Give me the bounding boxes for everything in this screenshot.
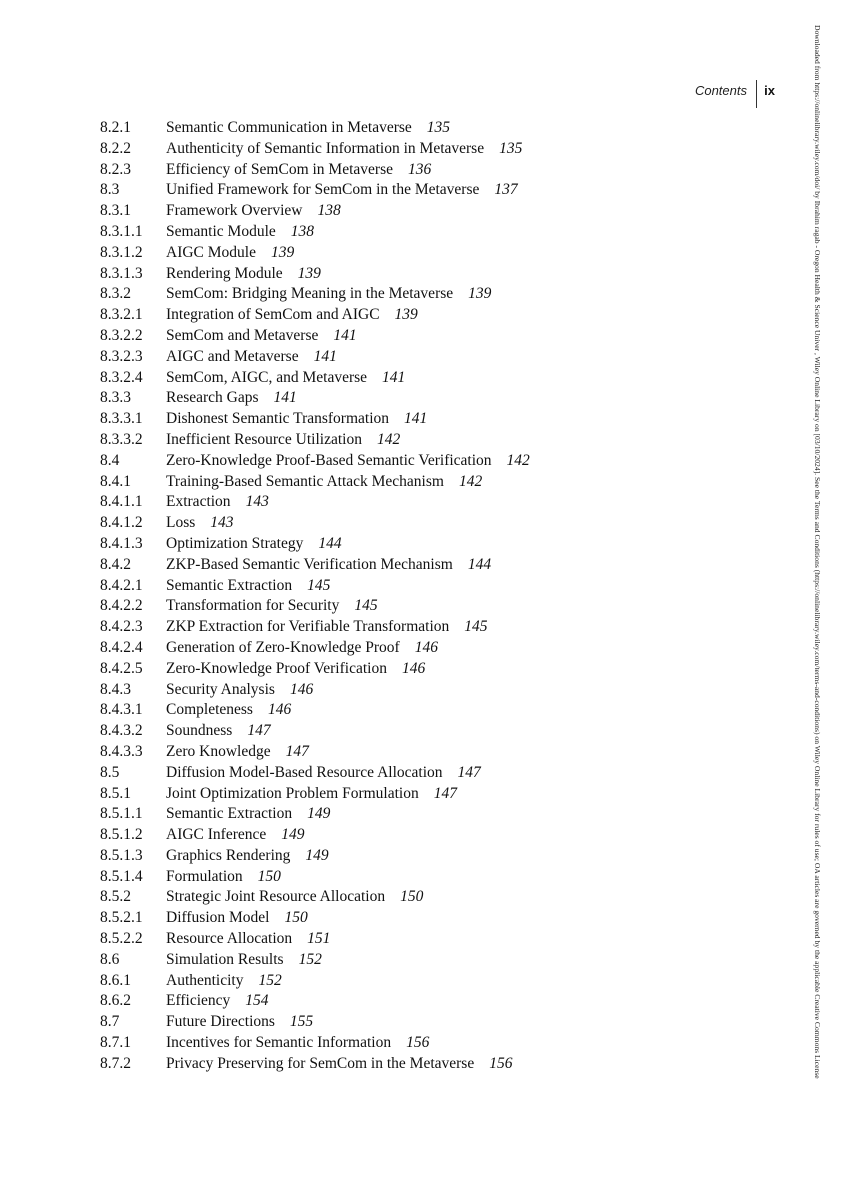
toc-entry [100,534,620,555]
toc-entry-number: 8.2.1 [100,119,131,136]
toc-entry-number: 8.5 [100,763,120,781]
toc-entry-number: 8.4.3 [100,680,131,698]
toc-entry-page: 145 [307,576,331,594]
toc-entry-page: 142 [506,451,530,469]
toc-entry [100,160,620,181]
toc-entry-number: 8.5.1.1 [100,805,143,823]
table-of-contents [100,118,620,1075]
toc-entry-page: 139 [297,264,321,282]
toc-entry [100,700,620,721]
toc-entry-page: 139 [468,285,492,303]
toc-entry [100,763,620,784]
toc-entry [100,638,620,659]
toc-entry-title: Resource Allocation [166,930,293,948]
toc-entry-number: 8.2.2 [100,139,131,157]
toc-entry-page: 150 [284,909,308,927]
toc-entry-title: Authenticity [166,971,244,989]
toc-entry-title: Authenticity of Semantic Information in Metaverse [166,139,485,157]
toc-entry-title: Efficiency [166,992,231,1010]
toc-entry-title: Generation of Zero-Knowledge Proof [166,638,400,656]
toc-entry [100,596,620,617]
toc-entry [100,680,620,701]
toc-entry [100,305,620,326]
toc-entry-number: 8.4.1.1 [100,493,143,511]
header-page-number: ix [764,83,775,98]
toc-entry-page: 138 [317,202,341,220]
toc-entry-number: 8.3.2.1 [100,306,143,324]
toc-entry-title: Zero Knowledge [166,742,271,760]
toc-entry [100,201,620,222]
toc-entry [100,908,620,929]
toc-entry-number: 8.5.1.2 [100,826,143,844]
toc-entry-title: AIGC Module [166,243,256,261]
toc-entry-title: Graphics Rendering [166,846,291,864]
toc-entry-page: 146 [401,659,426,677]
toc-entry-title: Semantic Module [166,222,276,240]
toc-entry [100,513,620,534]
toc-entry-page: 150 [400,888,424,906]
toc-entry-title: Diffusion Model [166,909,270,927]
toc-entry-title: Inefficient Resource Utilization [166,430,362,448]
toc-entry-number: 8.4.2.1 [100,576,143,594]
toc-entry [100,347,620,368]
toc-entry-number: 8.6.2 [100,992,131,1010]
toc-entry-page: 147 [457,763,481,781]
toc-entry [100,222,620,243]
toc-entry-title: Privacy Preserving for SemCom in the Metaverse [166,1054,475,1072]
toc-entry-title: Simulation Results [166,950,284,968]
toc-entry-title: Completeness [166,701,253,719]
header-section-title: Contents [694,83,747,98]
toc-entry-title: Research Gaps [166,389,259,407]
toc-entry-title: Zero-Knowledge Proof-Based Semantic Verification [166,451,492,469]
toc-entry [100,118,620,139]
toc-entry [100,721,620,742]
toc-entry [100,971,620,992]
toc-entry-title: Framework Overview [166,202,303,220]
toc-entry-page: 138 [290,222,315,240]
toc-entry-title: Efficiency of SemCom in Metaverse [166,160,393,178]
toc-entry-number: 8.3.3 [100,389,131,407]
toc-entry [100,867,620,888]
toc-entry-number: 8.4.2.3 [100,618,143,636]
toc-entry-page: 156 [489,1054,513,1072]
toc-entry-page: 145 [354,597,378,615]
toc-entry [100,492,620,513]
toc-entry [100,1012,620,1033]
toc-entry [100,825,620,846]
toc-entry-number: 8.4.3.3 [100,742,143,760]
toc-entry-number: 8.6.1 [100,971,131,989]
toc-entry [100,742,620,763]
toc-entry [100,617,620,638]
toc-entry-number: 8.4.2.2 [100,597,143,615]
toc-entry-title: ZKP-Based Semantic Verification Mechanism [166,555,453,573]
toc-entry-number: 8.3.1.2 [100,243,143,261]
download-notice-text: Downloaded from https://onlinelibrary.wiley.com/doi/ by Ibrahim ragab - Oregon Health & Science Univer , Wiley Online Library on [03/10/2024]. See the Terms and Conditions (https://onlinelibrary.wiley.com/terms-and-conditions) on Wiley Online Library for rules of use; OA articles are governed by the applicable Creative Commons License [813,25,822,1079]
toc-entry [100,784,620,805]
toc-entry-page: 136 [407,160,432,178]
toc-entry-number: 8.4.2 [100,555,131,573]
toc-entry-page: 146 [289,680,314,698]
toc-entry [100,887,620,908]
toc-entry [100,430,620,451]
toc-entry [100,388,620,409]
toc-entry-page: 150 [257,867,281,885]
toc-entry-page: 146 [267,701,292,719]
toc-entry [100,1033,620,1054]
toc-entry-page: 149 [307,805,331,823]
toc-entry-number: 8.6 [100,950,120,968]
toc-entry-page: 147 [433,784,457,802]
toc-entry-page: 146 [414,638,438,656]
toc-entry-number: 8.5.2.2 [100,930,143,948]
toc-entry-number: 8.3.2.3 [100,347,143,365]
toc-entry-page: 141 [333,326,357,344]
toc-entry [100,368,620,389]
toc-entry-page: 135 [426,119,451,136]
toc-entry-page: 143 [245,493,269,511]
toc-entry-title: Loss [166,514,196,532]
toc-entry-number: 8.3.3.1 [100,410,143,428]
toc-entry-title: Semantic Communication in Metaverse [166,119,412,136]
toc-entry-title: Semantic Extraction [166,805,293,823]
toc-entry-number: 8.4.1 [100,472,131,490]
toc-entry-page: 141 [273,389,297,407]
toc-entry-number: 8.3.2.2 [100,326,143,344]
toc-entry-page: 137 [494,181,518,199]
toc-entry [100,472,620,493]
download-notice [811,25,831,1175]
toc-entry [100,929,620,950]
toc-entry-page: 142 [376,430,401,448]
toc-entry-page: 143 [210,514,234,532]
toc-entry-title: Training-Based Semantic Attack Mechanism [166,472,444,490]
toc-entry-page: 156 [406,1034,430,1052]
toc-entry-number: 8.3.1.1 [100,222,143,240]
toc-entry-title: Strategic Joint Resource Allocation [166,888,386,906]
toc-entry-page: 147 [285,742,309,760]
toc-entry-number: 8.4.3.2 [100,722,143,740]
toc-entry-page: 145 [464,618,488,636]
toc-entry-page: 151 [307,930,331,948]
toc-entry-page: 141 [404,410,428,428]
toc-entry-title: Future Directions [166,1013,275,1031]
toc-entry-number: 8.4.2.4 [100,638,143,656]
toc-entry-title: SemCom, AIGC, and Metaverse [166,368,368,386]
toc-entry-page: 149 [305,846,329,864]
toc-entry [100,950,620,971]
toc-entry-title: AIGC Inference [166,826,267,844]
toc-entry-title: SemCom and Metaverse [166,326,319,344]
toc-entry-page: 141 [313,347,337,365]
toc-entry-title: Zero-Knowledge Proof Verification [166,659,387,677]
toc-entry-number: 8.5.2 [100,888,131,906]
toc-entry [100,451,620,472]
toc-entry-number: 8.7 [100,1013,120,1031]
toc-entry-number: 8.5.1 [100,784,131,802]
toc-entry-number: 8.3.1 [100,202,131,220]
toc-entry-number: 8.3.2.4 [100,368,143,386]
toc-entry [100,804,620,825]
toc-entry [100,243,620,264]
running-header [600,80,775,108]
toc-entry-number: 8.4.1.2 [100,514,143,532]
toc-entry-number: 8.3.3.2 [100,430,143,448]
toc-entry-number: 8.3.2 [100,285,131,303]
toc-entry [100,326,620,347]
toc-entry-number: 8.2.3 [100,160,131,178]
toc-entry-page: 135 [499,139,523,157]
toc-entry-title: Incentives for Semantic Information [166,1034,392,1052]
toc-entry [100,409,620,430]
toc-entry-page: 142 [458,472,483,490]
toc-entry [100,180,620,201]
toc-entry-number: 8.7.1 [100,1034,131,1052]
toc-entry-title: Formulation [166,867,243,885]
toc-entry-number: 8.4.1.3 [100,534,143,552]
toc-entry-title: Soundness [166,722,233,740]
toc-entry-page: 141 [382,368,406,386]
toc-entry-title: Optimization Strategy [166,534,304,552]
toc-entry-number: 8.4 [100,451,120,469]
toc-entry [100,846,620,867]
toc-entry [100,991,620,1012]
toc-entry-title: AIGC and Metaverse [166,347,299,365]
toc-entry-page: 152 [258,971,282,989]
toc-entry-page: 155 [289,1013,314,1031]
toc-entry [100,555,620,576]
toc-entry-title: Integration of SemCom and AIGC [166,306,380,324]
toc-entry-page: 139 [270,243,295,261]
toc-entry-number: 8.7.2 [100,1054,131,1072]
toc-entry-title: Rendering Module [166,264,283,282]
toc-entry [100,284,620,305]
toc-entry-number: 8.5.2.1 [100,909,143,927]
toc-entry-title: Diffusion Model-Based Resource Allocation [166,763,443,781]
toc-entry-page: 144 [318,534,342,552]
toc-entry [100,659,620,680]
toc-entry-number: 8.5.1.3 [100,846,143,864]
toc-entry-title: Security Analysis [166,680,275,698]
toc-entry [100,1054,620,1075]
toc-entry-page: 147 [247,722,271,740]
toc-entry-title: Semantic Extraction [166,576,293,594]
toc-entry-title: Joint Optimization Problem Formulation [166,784,419,802]
toc-entry [100,264,620,285]
toc-entry-page: 152 [298,950,322,968]
toc-entry [100,576,620,597]
toc-entry-title: SemCom: Bridging Meaning in the Metaverse [166,285,454,303]
header-divider [756,80,757,108]
toc-entry-title: Dishonest Semantic Transformation [166,410,390,428]
toc-entry-title: ZKP Extraction for Verifiable Transformation [166,618,450,636]
toc-entry-page: 144 [467,555,492,573]
toc-entry-number: 8.5.1.4 [100,867,143,885]
toc-entry-title: Transformation for Security [166,597,340,615]
toc-entry-title: Extraction [166,493,231,511]
toc-entry [100,139,620,160]
toc-entry-page: 139 [394,306,418,324]
toc-entry-page: 154 [245,992,269,1010]
toc-entry-number: 8.3.1.3 [100,264,143,282]
toc-entry-page: 149 [281,826,305,844]
toc-entry-number: 8.3 [100,181,120,199]
toc-entry-title: Unified Framework for SemCom in the Metaverse [166,181,480,199]
toc-entry-number: 8.4.2.5 [100,659,143,677]
toc-entry-number: 8.4.3.1 [100,701,143,719]
